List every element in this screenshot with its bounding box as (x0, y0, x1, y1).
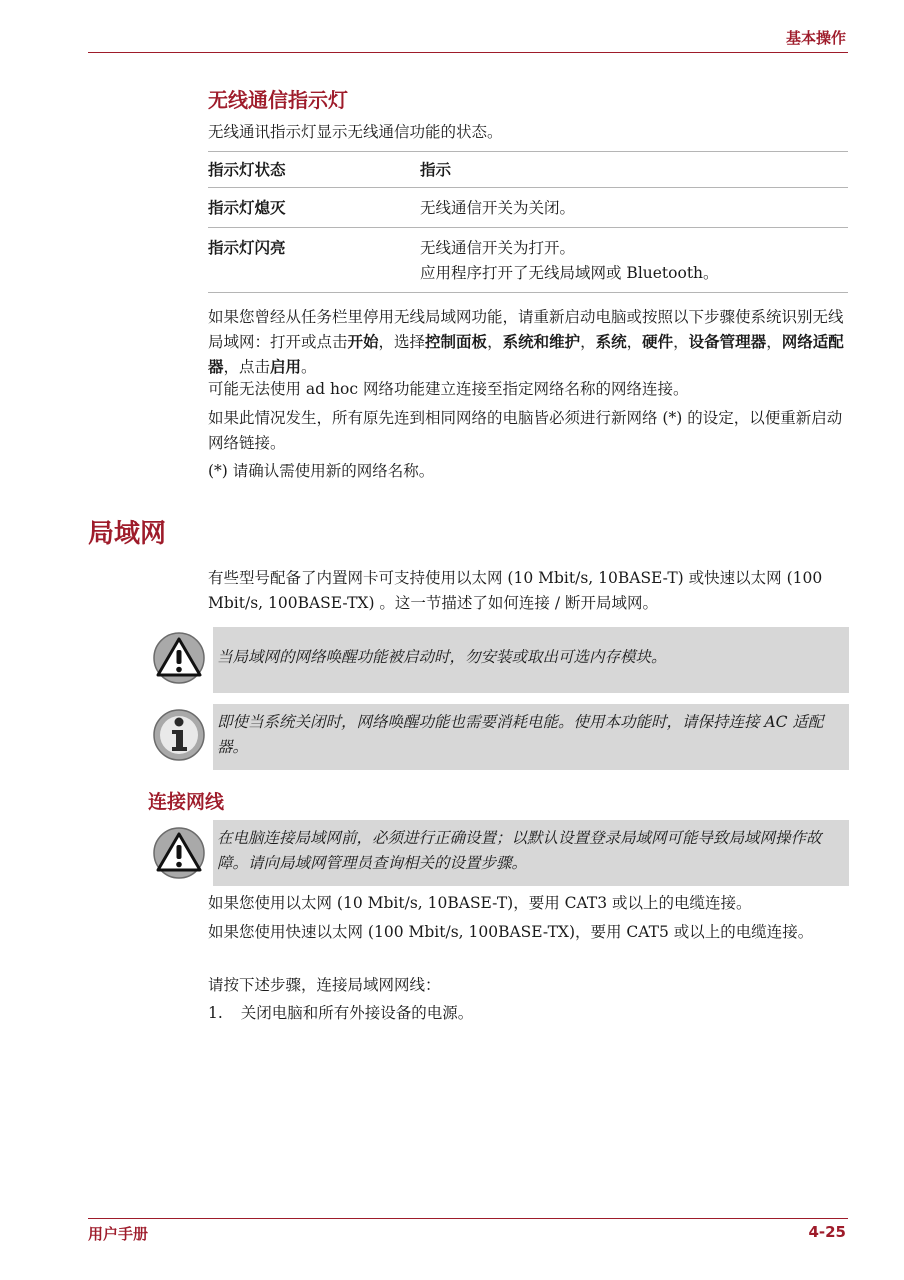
table-cell-line: 应用程序打开了无线局域网或 Bluetooth。 (420, 264, 719, 282)
wireless-intro: 无线通讯指示灯显示无线通信功能的状态。 (208, 123, 503, 141)
text-run: ， (626, 333, 643, 351)
lan-intro: 有些型号配备了内置网卡可支持使用以太网 (10 Mbit/s, 10BASE-T) 或快速以太网 (100 Mbit/s, 100BASE-TX) 。这一节描述了如何连接 / 断开局域网。 (208, 569, 823, 612)
caution-icon (152, 826, 206, 880)
wireless-heading: 无线通信指示灯 (208, 88, 348, 112)
caution-note-memory: 当局域网的网络唤醒功能被启动时，勿安装或取出可选内存模块。 (213, 627, 849, 693)
text-run: ，选择 (378, 333, 426, 351)
table-cell-state: 指示灯闪亮 (208, 228, 420, 293)
table-cell-line: 无线通信开关为打开。 (420, 239, 576, 257)
new-network-paragraph: 如果此情况发生，所有原先连到相同网络的电脑皆必须进行新网络 (*) 的设定，以便重新启动网络链接。 (208, 409, 843, 452)
text-run: 。 (301, 358, 317, 376)
table-row (208, 188, 848, 228)
table-header-meaning: 指示 (420, 152, 848, 188)
cat5-paragraph: 如果您使用快速以太网 (100 Mbit/s, 100BASE-TX)，要用 CAT5 或以上的电缆连接。 (208, 923, 814, 941)
connect-cable-heading: 连接网线 (148, 791, 225, 813)
caution-icon (152, 631, 206, 685)
info-icon (152, 708, 206, 762)
menu-term-system-maintenance: 系统和维护 (502, 333, 581, 351)
text-run: ， (673, 333, 689, 351)
info-note-power: 即使当系统关闭时，网络唤醒功能也需要消耗电能。使用本功能时，请保持连接 AC 适配器。 (213, 704, 849, 770)
menu-term-enable: 启用 (270, 358, 302, 376)
table-cell-line: 无线通信开关为关闭。 (420, 199, 576, 217)
text-run: ， (766, 333, 782, 351)
text-run: ，点击 (223, 358, 271, 376)
menu-term-device-manager: 设备管理器 (688, 333, 767, 351)
adhoc-paragraph: 可能无法使用 ad hoc 网络功能建立连接至指定网络名称的网络连接。 (208, 380, 689, 398)
page-number: 4-25 (808, 1223, 846, 1241)
lan-heading: 局域网 (88, 519, 167, 549)
indicator-table (208, 151, 848, 293)
step-text: 关闭电脑和所有外接设备的电源。 (240, 1004, 474, 1022)
menu-term-start: 开始 (347, 333, 379, 351)
footnote-paragraph: (*) 请确认需使用新的网络名称。 (208, 462, 435, 480)
table-cell-state: 指示灯熄灭 (208, 188, 420, 228)
text-run: ， (487, 333, 503, 351)
text-run: ， (580, 333, 596, 351)
menu-term-system: 系统 (595, 333, 627, 351)
table-row (208, 228, 848, 293)
menu-term-control-panel: 控制面板 (425, 333, 488, 351)
menu-term-hardware: 硬件 (642, 333, 674, 351)
header-rule (88, 52, 848, 53)
caution-note-settings: 在电脑连接局域网前，必须进行正确设置；以默认设置登录局域网可能导致局域网操作故障。请向局域网管理员查询相关的设置步骤。 (213, 820, 849, 886)
steps-intro: 请按下述步骤，连接局域网网线： (208, 976, 441, 994)
header-section-title: 基本操作 (785, 29, 846, 47)
footer-manual-title: 用户手册 (88, 1225, 149, 1243)
table-header-state: 指示灯状态 (208, 152, 420, 188)
table-header-row (208, 152, 848, 188)
table-cell-meaning (420, 228, 848, 293)
footer-rule (88, 1218, 848, 1219)
text-run: 如果您曾经从任务栏里停用无线局域网功能，请重新启动电脑或按照以下步骤使系统识别无线局域网：打开或点击 (208, 308, 844, 351)
step-item (208, 1001, 850, 1026)
menu-term-network-adapters: 网络适配器 (208, 333, 844, 376)
cat3-paragraph: 如果您使用以太网 (10 Mbit/s, 10BASE-T)，要用 CAT3 或以上的电缆连接。 (208, 894, 752, 912)
step-number: 1. (208, 1004, 223, 1022)
wireless-reenable-paragraph (208, 305, 850, 380)
table-cell-meaning (420, 188, 848, 228)
